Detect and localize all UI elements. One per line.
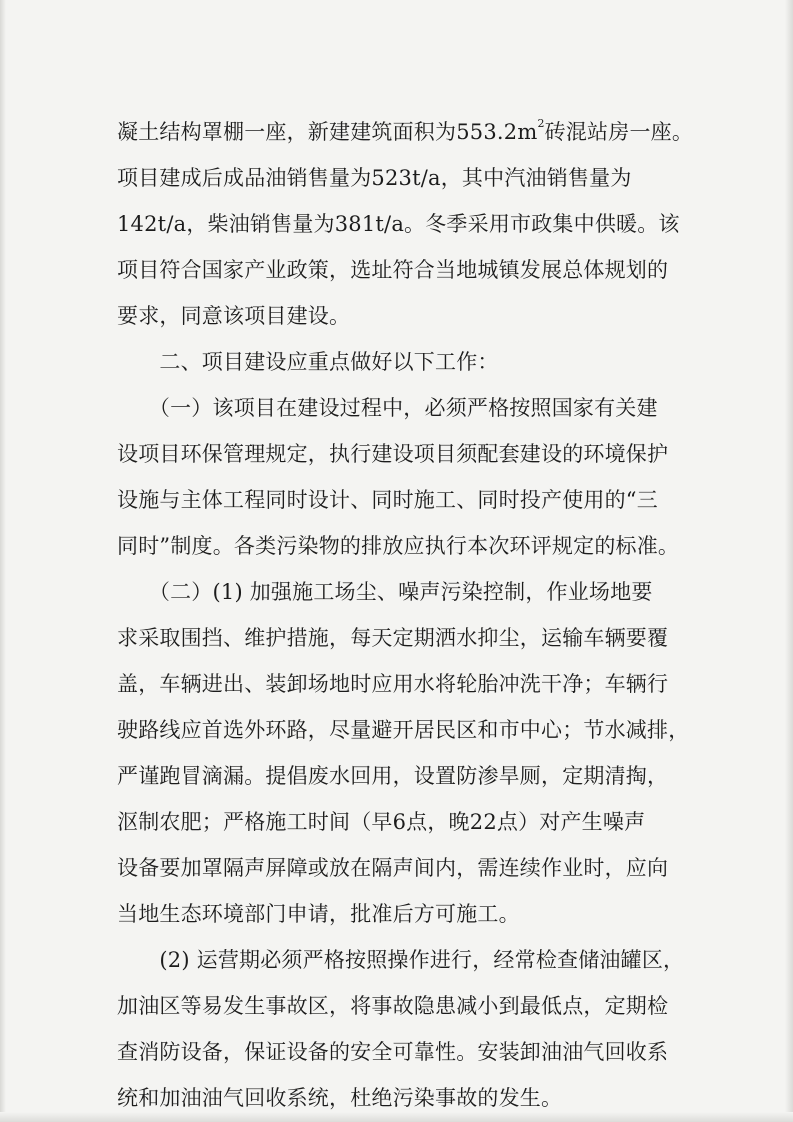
text-line: 沤制农肥；严格施工时间（早6点，晚22点）对产生噪声 [117, 810, 646, 834]
text-line: 求采取围挡、维护措施，每天定期洒水抑尘，运输车辆要覆 [117, 626, 669, 650]
text-line: 严谨跑冒滴漏。提倡废水回用，设置防渗旱厕，定期清掏， [117, 764, 669, 788]
text-line: 142t/a，柴油销售量为381t/a。冬季采用市政集中供暖。该 [117, 212, 680, 236]
text-line: （一）该项目在建设过程中，必须严格按照国家有关建 [117, 396, 658, 420]
text-line: （二）(1) 加强施工场尘、噪声污染控制，作业场地要 [117, 580, 653, 604]
section-heading: 二、项目建设应重点做好以下工作： [117, 350, 499, 374]
text-line: 项目符合国家产业政策，选址符合当地城镇发展总体规划的 [117, 258, 669, 282]
text-segment: 凝土结构罩棚一座，新建建筑面积为553.2m [117, 120, 538, 144]
text-line: 同时”制度。各类污染物的排放应执行本次环评规定的标准。 [117, 534, 680, 558]
text-line: 要求，同意该项目建设。 [117, 304, 351, 328]
scan-edge-right [785, 0, 793, 1122]
text-line: 统和加油油气回收系统，杜绝污染事故的发生。 [117, 1086, 563, 1110]
text-segment: 砖混站房一座。 [544, 120, 694, 144]
text-line: 设项目环保管理规定，执行建设项目须配套建设的环境保护 [117, 442, 669, 466]
text-line: 盖，车辆进出、装卸场地时应用水将轮胎冲洗干净；车辆行 [117, 672, 669, 696]
text-line: 项目建成后成品油销售量为523t/a，其中汽油销售量为 [117, 166, 632, 190]
text-line: 设备要加罩隔声屏障或放在隔声间内，需连续作业时，应向 [117, 856, 669, 880]
text-line: 查消防设备，保证设备的安全可靠性。安装卸油油气回收系 [117, 1040, 669, 1064]
scan-edge-left [0, 0, 6, 1122]
superscript: 2 [537, 117, 545, 130]
document-body [117, 109, 694, 1121]
text-line: (2) 运营期必须严格按照操作进行，经常检查储油罐区， [117, 948, 685, 972]
text-line: 加油区等易发生事故区，将事故隐患减小到最低点，定期检 [117, 994, 669, 1018]
text-line: 当地生态环境部门申请，批准后方可施工。 [117, 902, 520, 926]
text-line [117, 109, 694, 155]
text-line: 设施与主体工程同时设计、同时施工、同时投产使用的“三 [117, 488, 658, 512]
text-line: 驶路线应首选外环路，尽量避开居民区和市中心；节水减排， [117, 718, 690, 742]
